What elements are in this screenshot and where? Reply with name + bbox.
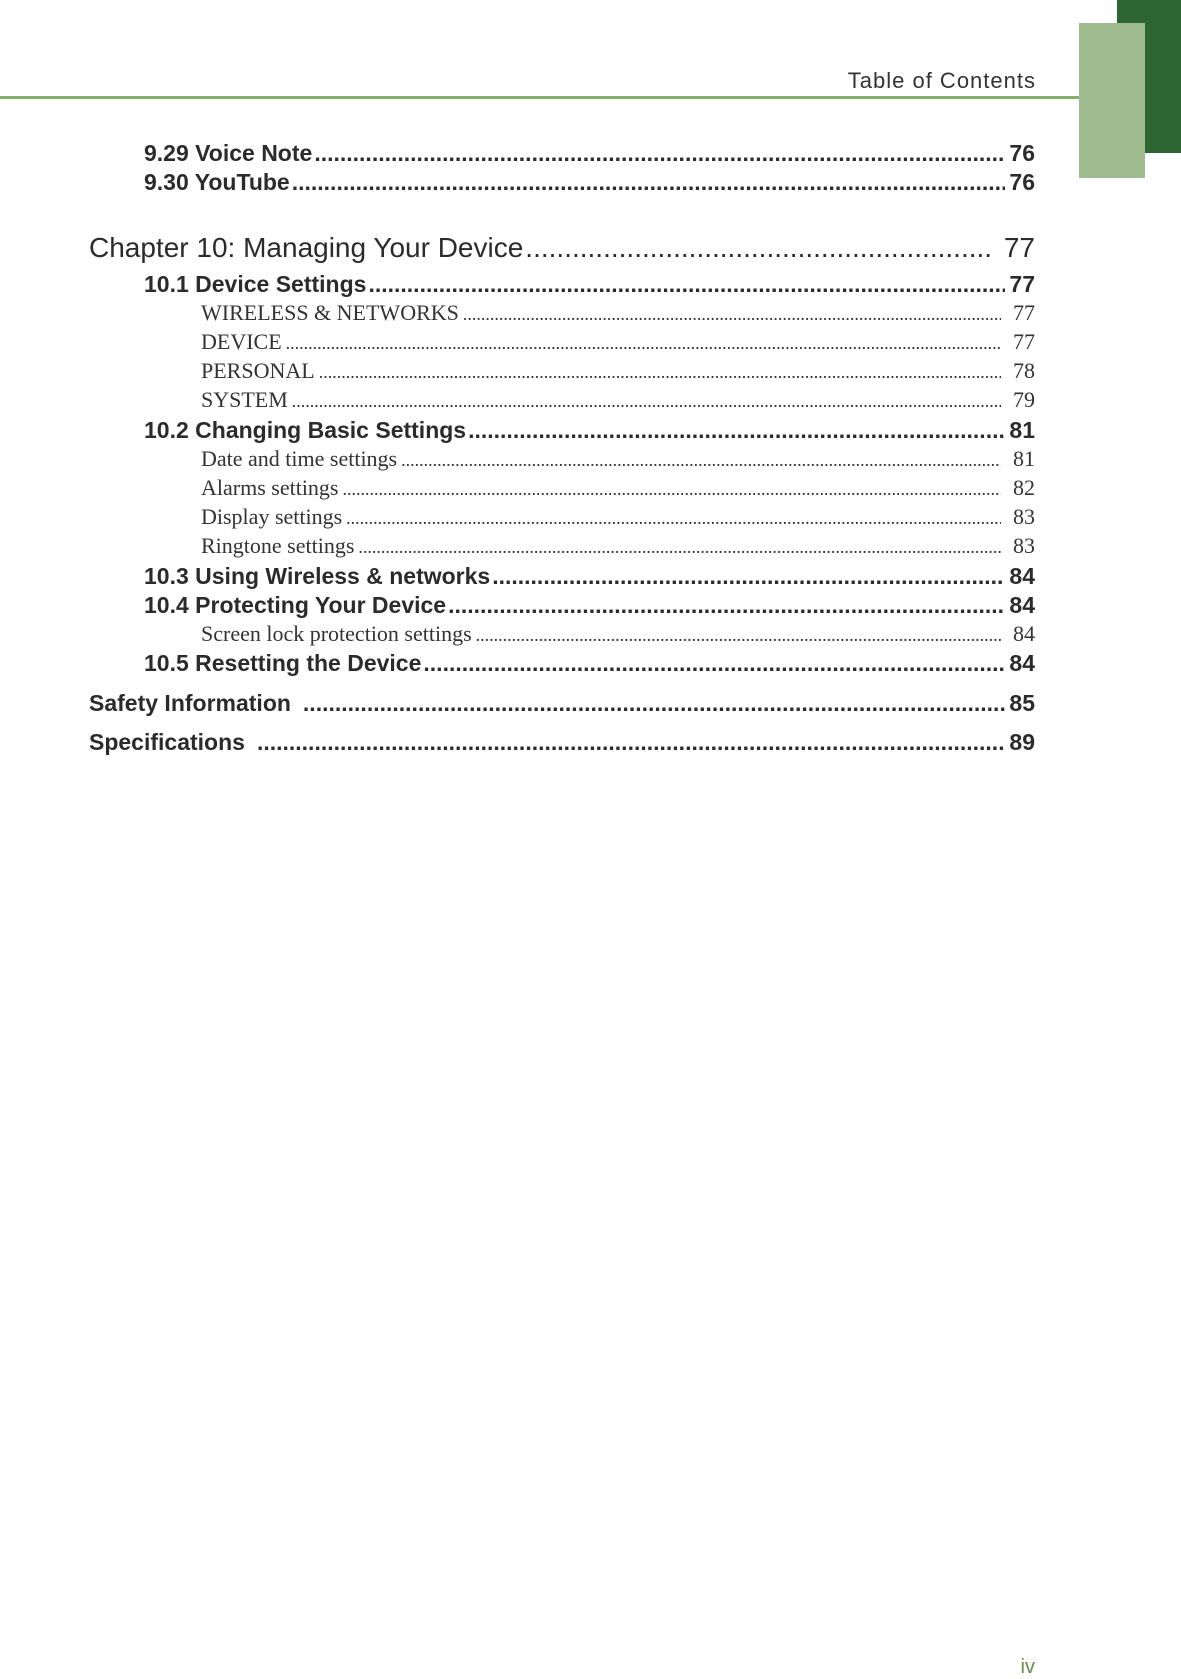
toc-entry-page: 89 <box>1009 729 1035 755</box>
dot-leader <box>492 563 1005 590</box>
toc-entry-page: 83 <box>1013 504 1035 529</box>
dot-leader <box>286 333 1001 354</box>
dot-leader <box>314 140 1005 167</box>
dot-leader <box>319 362 1001 383</box>
toc-entry-page: 84 <box>1009 650 1035 676</box>
toc-entry-label: Ringtone settings <box>201 533 355 558</box>
toc-entry-safety-information[interactable] <box>89 690 1035 717</box>
dot-leader <box>476 625 1001 646</box>
toc-entry-page: 84 <box>1009 592 1035 618</box>
toc-entry-screen-lock-settings[interactable] <box>201 621 1035 647</box>
toc-entry-page: 84 <box>1013 621 1035 646</box>
toc-entry-label: 10.5 Resetting the Device <box>144 650 422 676</box>
toc-entry-page: 78 <box>1013 358 1035 383</box>
toc-entry-label: 9.30 YouTube <box>144 169 290 195</box>
toc-entry-label: Screen lock protection settings <box>201 621 472 646</box>
toc-entry-10-2[interactable] <box>144 417 1035 444</box>
toc-entry-page: 77 <box>1009 271 1035 297</box>
toc-entry-label: Date and time settings <box>201 446 398 471</box>
toc-entry-label: Display settings <box>201 504 343 529</box>
toc-entry-page: 85 <box>1009 690 1035 716</box>
dot-leader <box>343 479 1002 500</box>
toc-entry-display-settings[interactable] <box>201 504 1035 530</box>
dot-leader <box>292 169 1006 196</box>
toc-entry-label: Chapter 10: Managing Your Device <box>89 232 524 263</box>
dot-leader <box>463 304 1001 325</box>
toc-entry-10-1[interactable] <box>144 271 1035 298</box>
dot-leader <box>257 729 1005 756</box>
toc-entry-label: Specifications <box>89 729 245 755</box>
chapter-tab-light <box>1079 23 1145 178</box>
toc-entry-page: 77 <box>1013 300 1035 325</box>
toc-entry-label: 10.1 Device Settings <box>144 271 367 297</box>
toc-entry-label: 10.2 Changing Basic Settings <box>144 417 467 443</box>
dot-leader <box>423 650 1005 677</box>
toc-entry-system[interactable] <box>201 387 1035 413</box>
toc-entry-label: PERSONAL <box>201 358 315 383</box>
dot-leader <box>401 450 1001 471</box>
toc-entry-page: 76 <box>1009 169 1035 195</box>
toc-entry-page: 77 <box>1003 232 1035 263</box>
toc-entry-9-29[interactable] <box>144 140 1035 167</box>
footer-page-number: iv <box>1020 1656 1035 1678</box>
toc-entry-personal[interactable] <box>201 358 1035 384</box>
toc-entry-10-4[interactable] <box>144 592 1035 619</box>
toc-entry-page: 77 <box>1013 329 1035 354</box>
toc-entry-page: 84 <box>1009 563 1035 589</box>
toc-entry-label: DEVICE <box>201 329 282 354</box>
header-rule <box>0 96 1079 99</box>
dot-leader <box>292 391 1001 412</box>
dot-leader <box>448 592 1005 619</box>
dot-leader <box>358 537 1001 558</box>
running-header-title: Table of Contents <box>847 68 1036 93</box>
toc-entry-label: Alarms settings <box>201 475 339 500</box>
dot-leader <box>525 232 994 264</box>
toc-entry-label: 9.29 Voice Note <box>144 140 313 166</box>
toc-entry-specifications[interactable] <box>89 729 1035 756</box>
toc-entry-label: 10.4 Protecting Your Device <box>144 592 447 618</box>
toc-entry-label: 10.3 Using Wireless & networks <box>144 563 491 589</box>
dot-leader <box>303 690 1005 717</box>
toc-entry-device[interactable] <box>201 329 1035 355</box>
toc-entry-ringtone-settings[interactable] <box>201 533 1035 559</box>
toc-entry-10-5[interactable] <box>144 650 1035 677</box>
toc-entry-page: 76 <box>1009 140 1035 166</box>
toc-entry-9-30[interactable] <box>144 169 1035 196</box>
toc-entry-10-3[interactable] <box>144 563 1035 590</box>
dot-leader <box>346 508 1001 529</box>
toc-entry-page: 81 <box>1009 417 1035 443</box>
toc-entry-page: 79 <box>1013 387 1035 412</box>
toc-entry-wireless-networks[interactable] <box>201 300 1035 326</box>
toc-entry-date-time-settings[interactable] <box>201 446 1035 472</box>
toc-entry-chapter-10[interactable] <box>89 232 1035 264</box>
toc-entry-label: Safety Information <box>89 690 291 716</box>
dot-leader <box>468 417 1005 444</box>
toc-entry-page: 83 <box>1013 533 1035 558</box>
toc-entry-page: 82 <box>1013 475 1035 500</box>
toc-entry-label: WIRELESS & NETWORKS <box>201 300 459 325</box>
toc-entry-page: 81 <box>1013 446 1035 471</box>
toc-entry-alarms-settings[interactable] <box>201 475 1035 501</box>
toc-entry-label: SYSTEM <box>201 387 288 412</box>
dot-leader <box>368 271 1005 298</box>
